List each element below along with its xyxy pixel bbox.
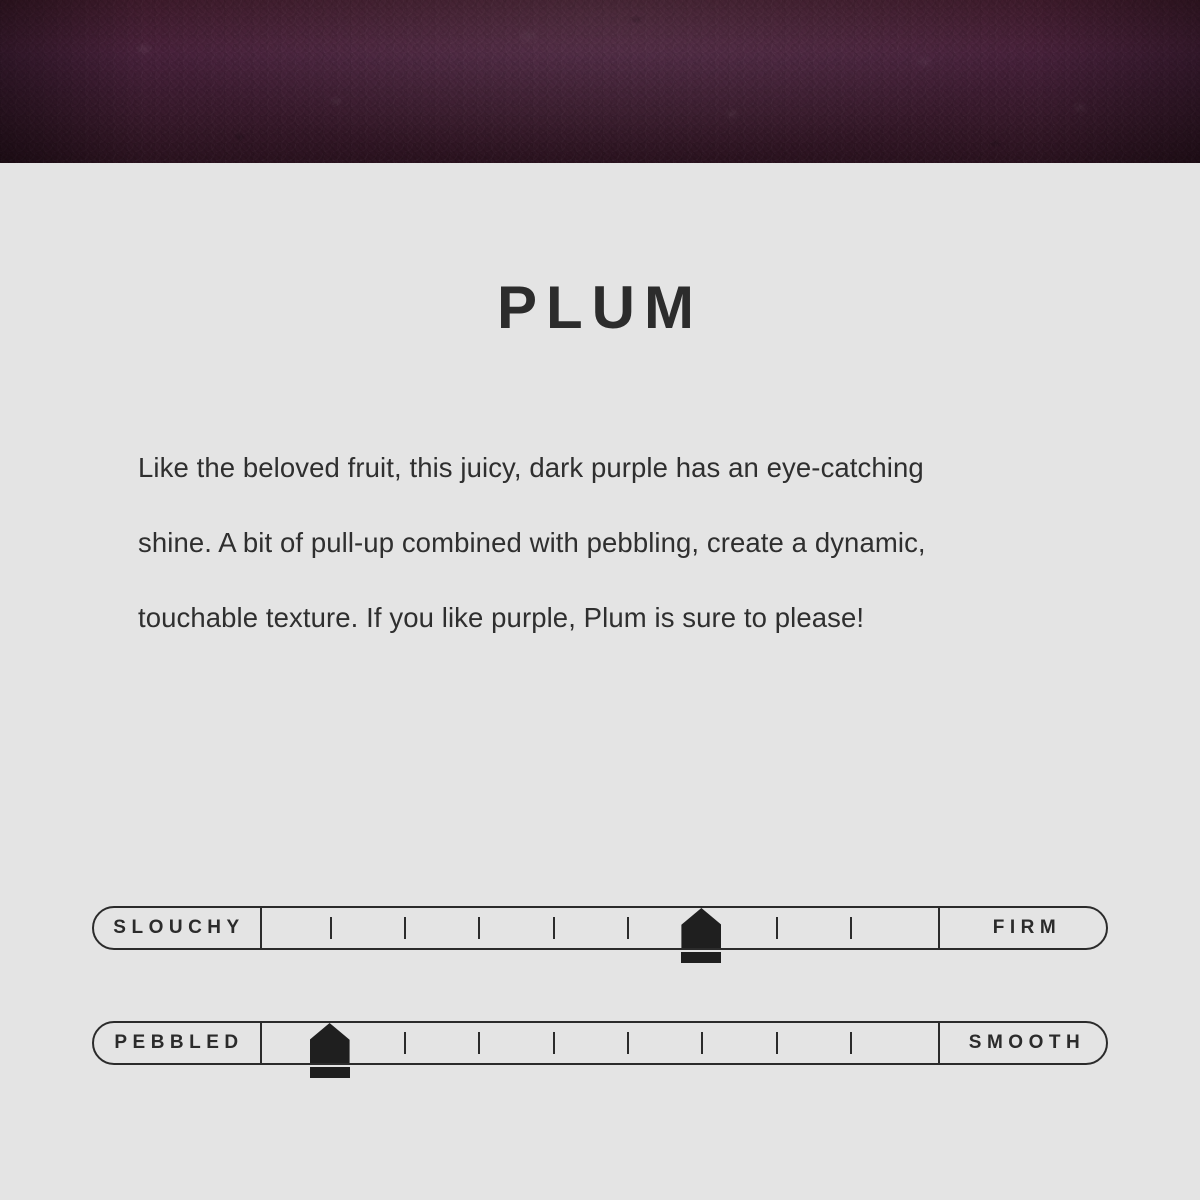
scale-tick [553, 917, 555, 939]
scale-tick [627, 917, 629, 939]
marker-head-icon [310, 1023, 350, 1063]
marker-foot-icon [310, 1067, 350, 1078]
scale-tick [330, 917, 332, 939]
marker-head-icon [681, 908, 721, 948]
scale-tick [478, 917, 480, 939]
scale-structure-ticks [262, 906, 938, 950]
scale-structure-right-label: FIRM [938, 906, 1108, 950]
description-line-3: touchable texture. If you like purple, Plum is sure to please! [138, 602, 865, 633]
description-line-1: Like the beloved fruit, this juicy, dark purple has an eye-catching [138, 452, 924, 483]
scale-tick [627, 1032, 629, 1054]
scale-tick [553, 1032, 555, 1054]
scale-texture-marker[interactable] [310, 1023, 350, 1078]
swatch-vignette [0, 0, 1200, 163]
scale-tick [478, 1032, 480, 1054]
marker-foot-icon [681, 952, 721, 963]
attribute-scales [92, 906, 1108, 1136]
scale-texture-left-label: PEBBLED [92, 1021, 262, 1065]
scale-tick [850, 917, 852, 939]
description-text [138, 430, 1062, 655]
scale-tick [776, 1032, 778, 1054]
scale-structure-left-label: SLOUCHY [92, 906, 262, 950]
scale-texture-ticks [262, 1021, 938, 1065]
page-title: PLUM [497, 274, 703, 341]
scale-tick [776, 917, 778, 939]
scale-tick [404, 917, 406, 939]
scale-structure-marker[interactable] [681, 908, 721, 963]
description-line-2: shine. A bit of pull-up combined with pebbling, create a dynamic, [138, 527, 926, 558]
scale-tick [701, 1032, 703, 1054]
leather-swatch-image [0, 0, 1200, 163]
scale-tick [404, 1032, 406, 1054]
scale-structure [92, 906, 1108, 950]
scale-texture-right-label: SMOOTH [938, 1021, 1108, 1065]
scale-tick [850, 1032, 852, 1054]
scale-texture [92, 1021, 1108, 1065]
